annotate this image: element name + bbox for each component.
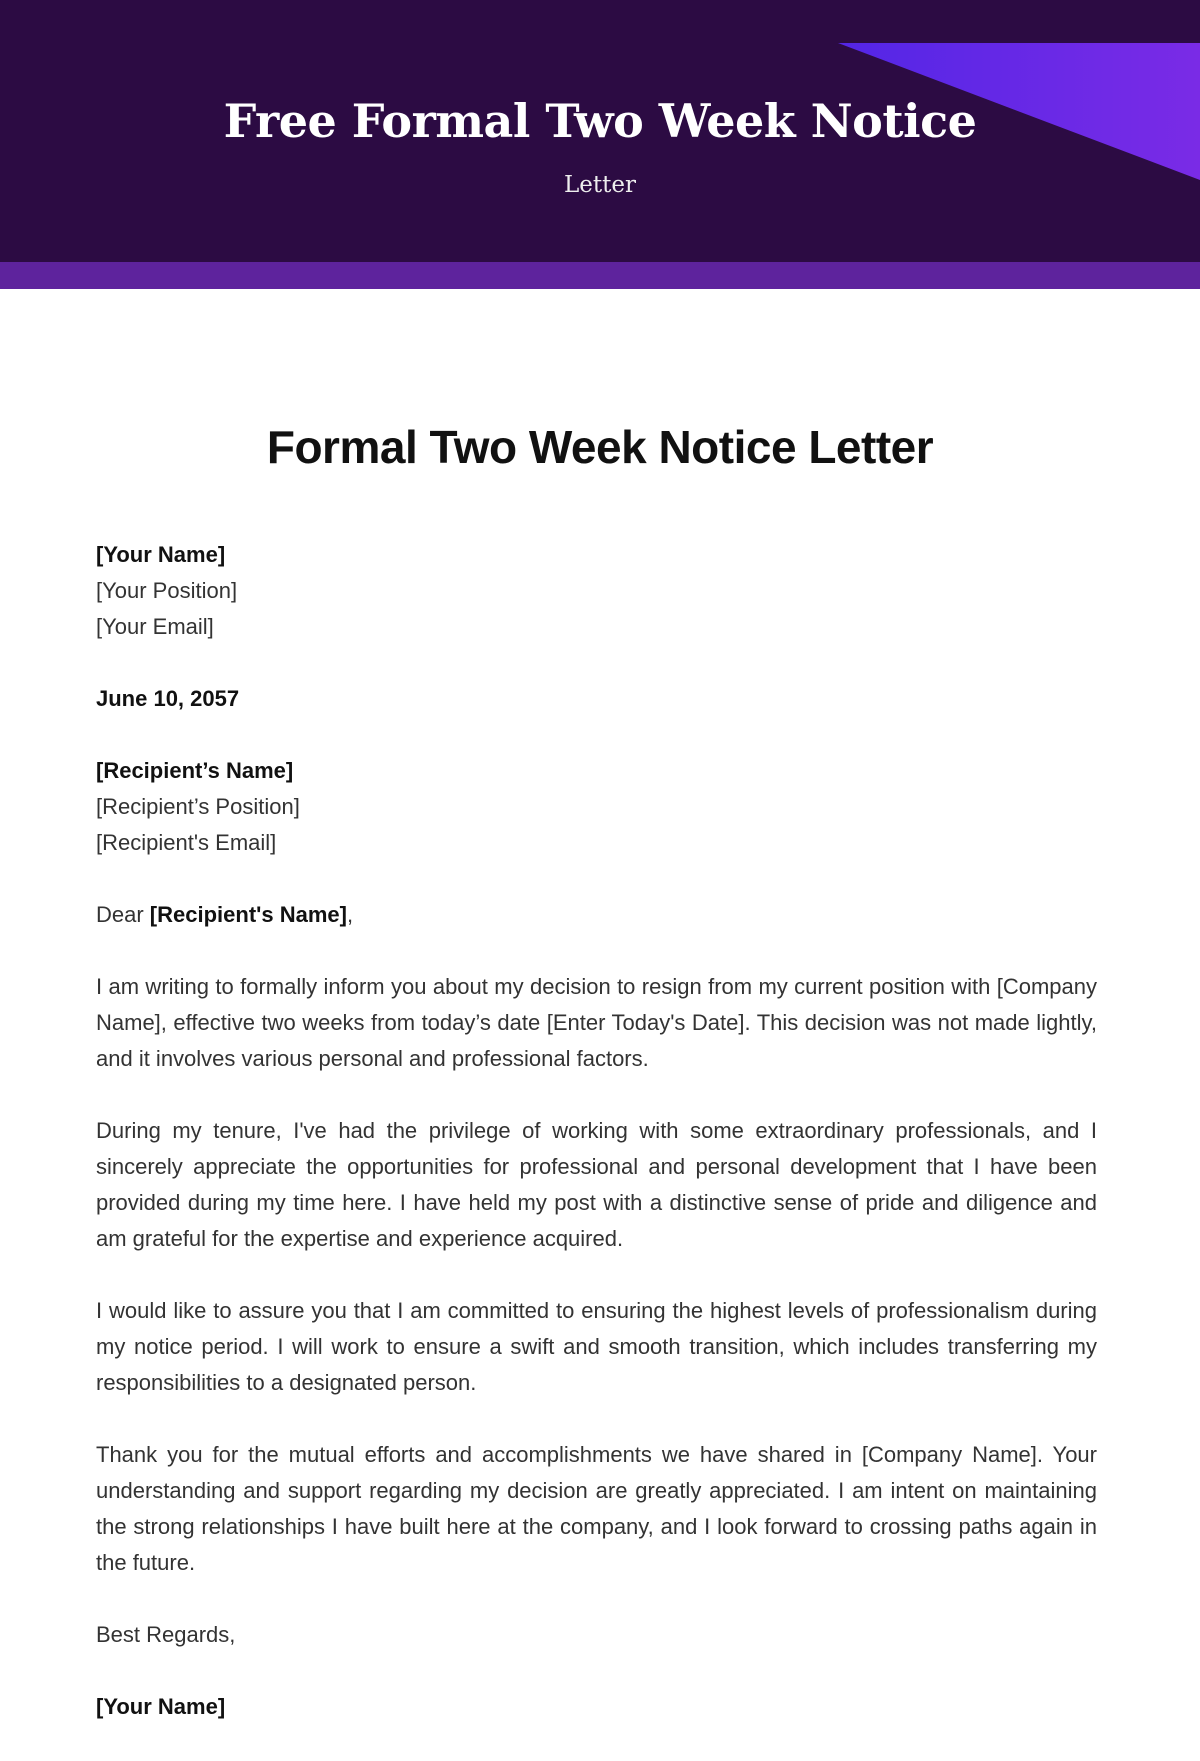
paragraph: I would like to assure you that I am committed to ensuring the highest levels of professionalism during my notice period. I will work to ensure a swift and smooth transition, which includes transferring my responsibilities to a designated person. xyxy=(96,1298,1097,1395)
recipient-email: [Recipient's Email] xyxy=(96,830,277,855)
paragraph: Thank you for the mutual efforts and accomplishments we have shared in [Company Name]. Your understanding and support regarding my decision are greatly appreciated. I am intent on maintaining the strong relationships I have built here at the company, and I look forward to crossing paths again in the future. xyxy=(96,1442,1097,1575)
sender-email: [Your Email] xyxy=(96,614,214,639)
salutation-suffix: , xyxy=(346,902,354,927)
sender-name: [Your Name] xyxy=(96,542,226,567)
salutation-name: [Recipient's Name] xyxy=(149,902,347,927)
header-banner xyxy=(0,0,1200,262)
salutation-prefix: Dear xyxy=(96,902,150,927)
paragraph: I am writing to formally inform you about my decision to resign from my current position with [Company Name], effective two weeks from today’s date [Enter Today's Date]. This decision was not made lightly, and it involves various personal and professional factors. xyxy=(96,974,1097,1071)
paragraph: During my tenure, I've had the privilege of working with some extraordinary professionals, and I sincerely appreciate the opportunities for professional and personal development that I have been provided during my time here. I have held my post with a distinctive sense of pride and diligence and am grateful for the expertise and experience acquired. xyxy=(96,1118,1097,1251)
salutation xyxy=(96,897,1097,933)
sender-block xyxy=(96,537,1097,645)
letter-body xyxy=(96,537,1097,1761)
header-subtitle: Letter xyxy=(564,172,636,198)
recipient-block xyxy=(96,753,1097,861)
header-accent-band xyxy=(0,262,1200,289)
signature-name: [Your Name] xyxy=(96,1694,226,1719)
letter-date: June 10, 2057 xyxy=(96,686,240,711)
sender-position: [Your Position] xyxy=(96,578,238,603)
recipient-name: [Recipient’s Name] xyxy=(96,758,294,783)
recipient-position: [Recipient’s Position] xyxy=(96,794,300,819)
closing: Best Regards, xyxy=(96,1622,236,1647)
header-title: Free Formal Two Week Notice xyxy=(223,94,977,148)
document-title: Formal Two Week Notice Letter xyxy=(266,421,934,473)
